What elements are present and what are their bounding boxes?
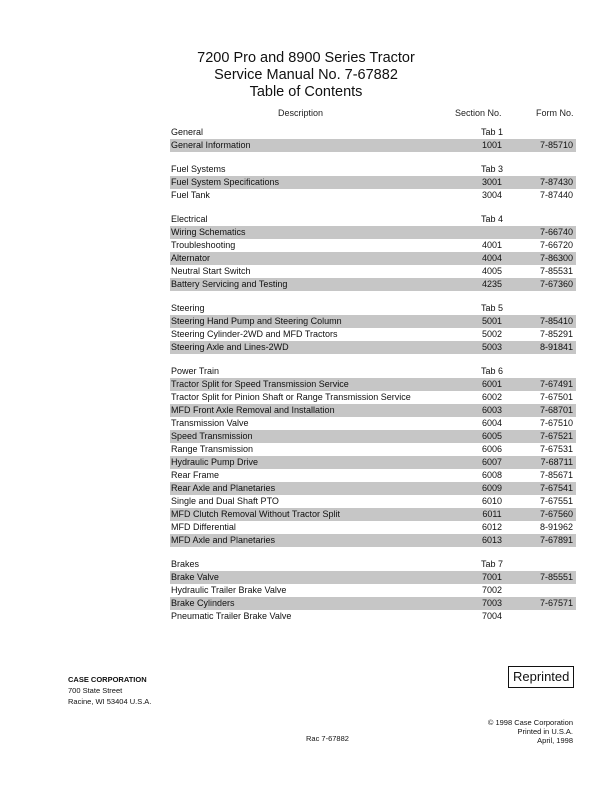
section-tab: Tab 4 (480, 214, 504, 224)
toc-entry (170, 610, 576, 623)
entry-form-number: 7-66720 (539, 240, 573, 250)
section-heading (170, 302, 576, 315)
entry-description: Steering Axle and Lines-2WD (171, 342, 289, 352)
entry-description: Hydraulic Pump Drive (171, 457, 259, 467)
entry-form-number: 7-67541 (539, 483, 573, 493)
entry-form-number: 7-85291 (539, 329, 573, 339)
entry-section-number: 5001 (481, 316, 503, 326)
section-tab: Tab 6 (480, 366, 504, 376)
toc-entry (170, 430, 576, 443)
toc-entry (170, 597, 576, 610)
entry-section-number: 6007 (481, 457, 503, 467)
entry-form-number: 7-67360 (539, 279, 573, 289)
toc-section (170, 163, 576, 202)
entry-form-number: 7-87430 (539, 177, 573, 187)
copyright-text: © 1998 Case Corporation (487, 718, 573, 727)
entry-description: Steering Hand Pump and Steering Column (171, 316, 342, 326)
entry-section-number: 3004 (481, 190, 503, 200)
toc-section (170, 213, 576, 291)
entry-section-number: 4004 (481, 253, 503, 263)
toc-entry (170, 278, 576, 291)
title-line-1: 7200 Pro and 8900 Series Tractor (197, 50, 415, 66)
toc-entry (170, 176, 576, 189)
section-heading (170, 126, 576, 139)
copyright-block (488, 718, 573, 745)
company-address (68, 674, 151, 707)
toc-entry (170, 443, 576, 456)
entry-form-number: 7-67491 (539, 379, 573, 389)
section-name: Fuel Systems (171, 164, 226, 174)
toc-section (170, 302, 576, 354)
entry-form-number: 7-67521 (539, 431, 573, 441)
rac-number: Rac 7-67882 (306, 734, 349, 743)
entry-form-number: 7-67531 (539, 444, 573, 454)
section-tab: Tab 3 (480, 164, 504, 174)
section-tab: Tab 7 (480, 559, 504, 569)
entry-form-number: 7-86300 (539, 253, 573, 263)
entry-description: Wiring Schematics (171, 227, 246, 237)
entry-description: Rear Axle and Planetaries (171, 483, 276, 493)
entry-section-number: 1001 (481, 140, 503, 150)
entry-section-number: 6003 (481, 405, 503, 415)
entry-form-number: 7-67501 (539, 392, 573, 402)
column-header-form: Form No. (536, 108, 574, 118)
section-name: Power Train (171, 366, 220, 376)
reprinted-stamp: Reprinted (508, 666, 574, 688)
toc-entry (170, 456, 576, 469)
entry-section-number: 6013 (481, 535, 503, 545)
entry-form-number: 7-67560 (539, 509, 573, 519)
entry-section-number: 3001 (481, 177, 503, 187)
column-header-section: Section No. (455, 108, 502, 118)
entry-section-number: 5002 (481, 329, 503, 339)
entry-section-number: 6009 (481, 483, 503, 493)
section-heading (170, 213, 576, 226)
toc-entry (170, 189, 576, 202)
entry-form-number: 7-68711 (540, 457, 573, 467)
entry-description: Steering Cylinder-2WD and MFD Tractors (171, 329, 338, 339)
entry-section-number: 4001 (481, 240, 503, 250)
entry-description: Hydraulic Trailer Brake Valve (171, 585, 287, 595)
printed-in-text: Printed in U.S.A. (517, 727, 573, 736)
entry-description: Battery Servicing and Testing (171, 279, 288, 289)
section-heading (170, 558, 576, 571)
toc-entry (170, 341, 576, 354)
entry-description: Pneumatic Trailer Brake Valve (171, 611, 292, 621)
company-city: Racine, WI 53404 U.S.A. (68, 697, 152, 706)
toc-entry (170, 139, 576, 152)
section-name: Steering (171, 303, 205, 313)
entry-form-number: 7-85551 (539, 572, 573, 582)
entry-description: MFD Clutch Removal Without Tractor Split (171, 509, 341, 519)
entry-form-number: 7-85671 (539, 470, 573, 480)
entry-section-number: 6012 (481, 522, 503, 532)
toc-entry (170, 315, 576, 328)
entry-description: Brake Valve (171, 572, 219, 582)
entry-form-number: 7-87440 (539, 190, 573, 200)
toc-entry (170, 571, 576, 584)
toc-entry (170, 252, 576, 265)
entry-section-number: 6006 (481, 444, 503, 454)
entry-description: Speed Transmission (171, 431, 253, 441)
entry-description: Fuel System Specifications (171, 177, 280, 187)
entry-section-number: 7002 (481, 585, 503, 595)
toc-section (170, 558, 576, 623)
print-date: April, 1998 (537, 736, 573, 745)
entry-description: MFD Differential (171, 522, 236, 532)
toc-section (170, 365, 576, 547)
entry-section-number: 6005 (481, 431, 503, 441)
entry-form-number: 7-85710 (539, 140, 573, 150)
entry-section-number: 6010 (481, 496, 503, 506)
section-name: Electrical (171, 214, 208, 224)
toc-entry (170, 404, 576, 417)
entry-description: Alternator (171, 253, 211, 263)
entry-description: Tractor Split for Speed Transmission Service (171, 379, 349, 389)
entry-form-number: 7-67891 (539, 535, 573, 545)
toc-entry (170, 495, 576, 508)
entry-description: Transmission Valve (171, 418, 249, 428)
document-title (0, 50, 612, 101)
entry-form-number: 7-67551 (539, 496, 573, 506)
toc-entry (170, 584, 576, 597)
entry-description: Range Transmission (171, 444, 254, 454)
entry-form-number: 7-67571 (539, 598, 573, 608)
entry-description: Troubleshooting (171, 240, 236, 250)
entry-description: Single and Dual Shaft PTO (171, 496, 279, 506)
entry-description: Neutral Start Switch (171, 266, 251, 276)
section-tab: Tab 5 (480, 303, 504, 313)
entry-section-number: 6008 (481, 470, 503, 480)
entry-section-number: 4235 (481, 279, 503, 289)
section-heading (170, 365, 576, 378)
toc-entry (170, 378, 576, 391)
toc-entry (170, 239, 576, 252)
entry-section-number: 5003 (481, 342, 503, 352)
entry-form-number: 8-91962 (539, 522, 573, 532)
entry-section-number: 7001 (481, 572, 503, 582)
toc-entry (170, 508, 576, 521)
entry-section-number: 6011 (482, 509, 502, 519)
entry-description: Rear Frame (171, 470, 220, 480)
title-line-3: Table of Contents (249, 84, 363, 100)
toc-entry (170, 534, 576, 547)
column-header-description: Description (278, 108, 324, 118)
entry-form-number: 7-67510 (539, 418, 573, 428)
entry-section-number: 7003 (481, 598, 503, 608)
table-of-contents (170, 126, 576, 634)
toc-entry (170, 328, 576, 341)
entry-section-number: 6001 (481, 379, 503, 389)
entry-section-number: 7004 (481, 611, 503, 621)
toc-section (170, 126, 576, 152)
company-name: CASE CORPORATION (68, 675, 147, 684)
title-line-2: Service Manual No. 7-67882 (214, 67, 398, 83)
section-tab: Tab 1 (480, 127, 504, 137)
entry-form-number: 7-66740 (539, 227, 573, 237)
toc-entry (170, 521, 576, 534)
entry-description: Brake Cylinders (171, 598, 235, 608)
toc-entry (170, 417, 576, 430)
company-street: 700 State Street (68, 686, 123, 695)
section-heading (170, 163, 576, 176)
entry-description: General Information (171, 140, 251, 150)
toc-entry (170, 482, 576, 495)
toc-entry (170, 226, 576, 239)
toc-entry (170, 265, 576, 278)
toc-entry (170, 391, 576, 404)
entry-section-number: 4005 (481, 266, 503, 276)
section-name: General (171, 127, 204, 137)
entry-form-number: 7-85410 (539, 316, 573, 326)
entry-section-number: 6004 (481, 418, 503, 428)
entry-section-number: 6002 (481, 392, 503, 402)
entry-description: MFD Front Axle Removal and Installation (171, 405, 335, 415)
entry-form-number: 7-85531 (539, 266, 573, 276)
section-name: Brakes (171, 559, 200, 569)
entry-description: Tractor Split for Pinion Shaft or Range Transmission Service (171, 392, 411, 402)
entry-form-number: 8-91841 (539, 342, 573, 352)
entry-description: MFD Axle and Planetaries (171, 535, 276, 545)
toc-entry (170, 469, 576, 482)
entry-form-number: 7-68701 (539, 405, 573, 415)
entry-description: Fuel Tank (171, 190, 210, 200)
